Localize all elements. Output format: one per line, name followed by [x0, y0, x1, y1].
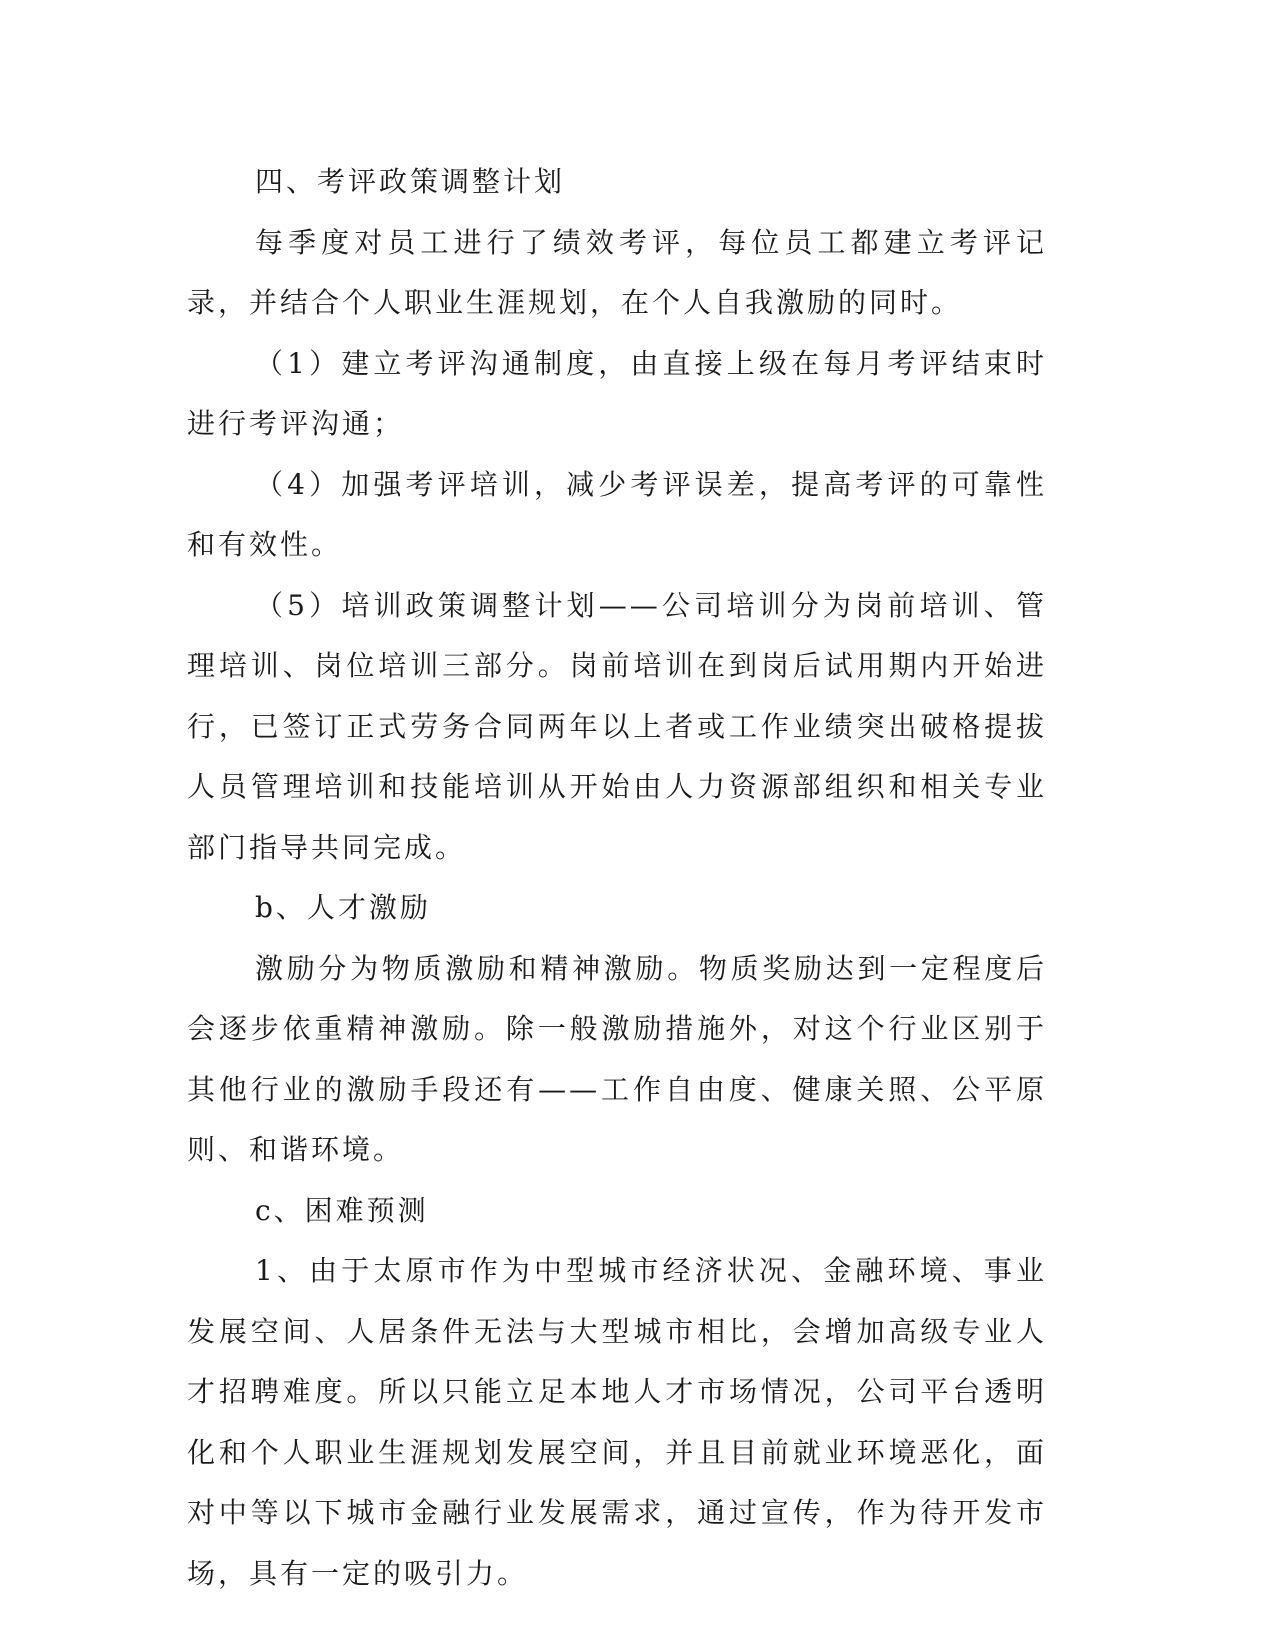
list-item-paragraph: （4）加强考评培训，减少考评误差，提高考评的可靠性和有效性。 [187, 467, 1047, 561]
paragraph: 每季度对员工进行了绩效考评，每位员工都建立考评记录，并结合个人职业生涯规划，在个人自我激励的同时。 [187, 225, 1047, 319]
section-heading: b、人才激励 [255, 891, 431, 924]
paragraph: 1、由于太原市作为中型城市经济状况、金融环境、事业发展空间、人居条件无法与大型城市相比，会增加高级专业人才招聘难度。所以只能立足本地人才市场情况，公司平台透明化和个人职业生涯规划发展空间，并且目前就业环境恶化，面对中等以下城市金融行业发展需求，通过宣传，作为待开发市场，具有一定的吸引力。 [187, 1254, 1047, 1590]
paragraph: 激励分为物质激励和精神激励。物质奖励达到一定程度后会逐步依重精神激励。除一般激励措施外，对这个行业区别于其他行业的激励手段还有——工作自由度、健康关照、公平原则、和谐环境。 [187, 951, 1047, 1166]
document-body [187, 152, 1047, 1604]
section-heading: 四、考评政策调整计划 [255, 165, 566, 198]
list-item-paragraph: （5）培训政策调整计划——公司培训分为岗前培训、管理培训、岗位培训三部分。岗前培训在到岗后试用期内开始进行，已签订正式劳务合同两年以上者或工作业绩突出破格提拔人员管理培训和技能培训从开始由人力资源部组织和相关专业部门指导共同完成。 [187, 588, 1047, 864]
list-item-paragraph: （1）建立考评沟通制度，由直接上级在每月考评结束时进行考评沟通； [187, 346, 1047, 440]
section-heading: c、困难预测 [255, 1193, 429, 1227]
